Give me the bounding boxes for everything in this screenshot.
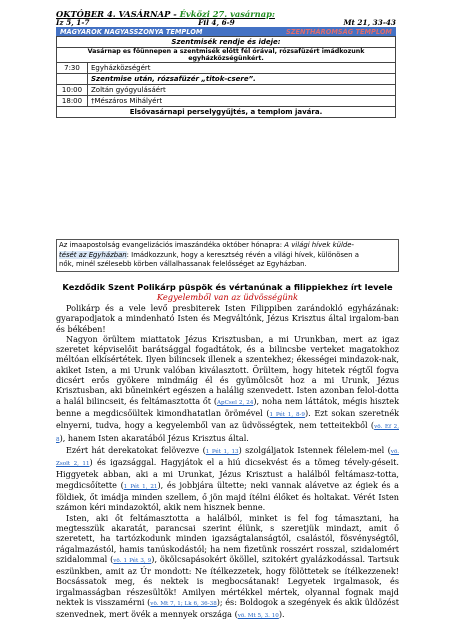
intention-l3: nők, minél szélesebb körben vállalhassanak felelősséget az Egyházban. [59, 260, 307, 269]
article-body [56, 303, 399, 622]
reading-2: Fil 4, 6-9 [198, 18, 235, 27]
prayer-intention-box [56, 239, 399, 272]
p4-text-a: Isten, aki őt feltámasztotta a halálból, minket is fel fog támasztani, ha megtesszük akaratát, parancsai szerint élünk, s szeretjük mindazt, amit ő szeretett, ha tartózkodunk minden igazságtalanságtól, csalástól, fösvénységtől, rágalmazástól, hamis tanúskodástól; ha nem fizetünk rosszért rosszal, szidalomért szidalommal ( [56, 512, 399, 564]
p2-text-a: Nagyon örültem miattatok Jézus Krisztusban, a mi Urunkban, mert az igaz szeretet képviselőit barátsággal fogadtátok, és a bilincsbe verteket magatokhoz méltóan elkísértétek. Ilyen bilincsek illenek a szentekhez; ékességei mindazok-nak, akiket Isten, a mi Urunk valóban kiválasztott. Örültem, hogy hitetek régtől fogva dicsért erős gyökere mindmáig él és gyümölcsöt hoz a mi Urunk, Jézus Krisztusban, aki bűneinkért egészen a halálig szenvedett. Isten azonban felol-dotta a halál bilincseit, és feltámasztotta őt ( [56, 333, 399, 406]
p3-text-b: ) szolgáljatok Istennek félelem-mel ( [238, 444, 391, 455]
table-row [57, 63, 396, 74]
p4-text-d: ). [278, 609, 285, 620]
mass-time [57, 74, 88, 85]
mass-time: 7:30 [57, 63, 88, 74]
p4-text-b: ), ökölcsapásokért ököllel, szitokért gyalázkodással. Tartsuk eszünkben, amit az Úr mondott: Ne ítélkezzetek, hogy fölöttetek se ítélkezzenek! Bocsássatok meg, és nektek is megbocsátanak! Legyetek irgalmasok, és irgalmasságban részesültök! Amilyen mértékkel mértek, olyannal fognak majd nektek is visszamérni ( [56, 553, 399, 608]
schedule-footer: Elsővasárnapi perselygyűjtés, a templom javára. [57, 107, 396, 118]
date-label: OKTÓBER 4. VASÁRNAP [56, 9, 171, 19]
schedule-note: Vasárnap es főünnepen a szentmisék előtt fél órával, rózsafüzért imádkozunk egyházközségünkért. [57, 48, 396, 63]
scripture-ref[interactable]: vö. Mt 5, 3. 10 [237, 613, 279, 620]
week-label: Évközi 27. vasárnap: [179, 9, 275, 19]
mass-intention: Szentmise után, rózsafüzér „titok-csere”. [88, 74, 396, 85]
paragraph-2 [56, 334, 399, 445]
mass-time: 18:00 [57, 96, 88, 107]
church-left: MAGYAROK NAGYASSZONYA TEMPLOM [60, 27, 203, 36]
intention-l2a: tését az Egyházban [59, 250, 127, 259]
article-subtitle: Kegyelemből van az üdvösségünk [156, 292, 299, 302]
p2-text-b: ), noha nem láttátok, mégis hisztek benne a megdicsőültek kimondhatatlan örömével ( [56, 395, 399, 418]
intention-l1b: : [279, 241, 285, 249]
paragraph-3 [56, 445, 399, 513]
table-row [57, 74, 396, 85]
header-separator: - [170, 9, 180, 19]
p2-text-d: ), hanem Isten akaratából Jézus Krisztus által. [59, 432, 249, 443]
mass-intention: Zoltán gyógyulásáért [88, 85, 396, 96]
article-title: Kezdődik Szent Polikárp püspök és vértanúnak a filippiekhez írt levele [62, 282, 393, 292]
scripture-ref[interactable]: vö. 1 Pét 3, 9 [113, 557, 152, 564]
mass-schedule-table [56, 36, 396, 118]
p2-text-c: ). Ezt sokan szeretnék elnyerni, tudva, hogy a kegyelemből van az üdvösségtek, nem tetteitekből ( [56, 407, 400, 431]
p3-text-c: ) és igazsággal. Hagyjátok el a hiú dicsekvést és a tömeg tévely-géseit. Higgyetek abban, aki a mi Urunkat, Jézus Krisztust a halálból feltámasz-totta, megdicsőítette ( [56, 457, 399, 490]
scripture-ref[interactable]: vö. Zsolt 2, 11 [56, 448, 399, 468]
mass-intention: †Mészáros Mihályért [88, 96, 396, 107]
church-bar [56, 27, 396, 36]
intention-l1a: Az imaapostolság evangelizációs imaszándéka október hónapra [59, 241, 280, 249]
scripture-ref[interactable]: 1 Pét 1, 8-9 [269, 411, 305, 418]
p3-text-d: ), és jobbjára ültette; neki vannak alávetve az égiek és a földiek, őt imádja minden szellem, ő jön majd ítélni élőket és holtakat. Vérét Isten számon kéri mindazoktól, akik nem hisznek benne. [56, 479, 400, 513]
reading-1: Iz 5, 1-7 [56, 18, 90, 27]
scripture-ref[interactable]: ApCsel 2, 24 [216, 399, 254, 406]
church-right: SZENTHÁROMSÁG TEMPLOM [285, 27, 392, 36]
table-row [57, 96, 396, 107]
mass-time: 10:00 [57, 85, 88, 96]
paragraph-4 [56, 513, 399, 622]
intention-l1c: A világi hívek külde- [284, 241, 354, 249]
schedule-title: Szentmisék rendje és ideje: [57, 37, 396, 48]
scripture-ref[interactable]: vö. Mt 7, 1; Lk 6, 36-38 [150, 601, 217, 608]
mass-intention: Egyházközségért [88, 63, 396, 74]
reading-3: Mt 21, 33-43 [343, 18, 396, 27]
scripture-ref[interactable]: vö. Ef 2, 8 [56, 424, 399, 443]
readings-row [56, 18, 396, 27]
table-row [57, 85, 396, 96]
p3-text-a: Ezért hát derekatokat felövezve ( [66, 444, 206, 455]
scripture-ref[interactable]: 1 Pét 1, 13 [205, 448, 239, 455]
scripture-ref[interactable]: 1 Pét 1, 21 [123, 483, 158, 490]
p4-text-c: ); és: Boldogok a szegények és akik üldözést szenvednek, mert övék a mennyek országa ( [56, 597, 399, 620]
intention-l2b: : Imádkozzunk, hogy a keresztség révén a világi hívek, különösen a [126, 250, 359, 259]
paragraph-1: Polikárp és a vele levő presbiterek Isten Filippiben zarándokló egyházának: gyarapodjatok a mindenható Isten és Megváltónk, Jézus Krisztus által irgalom-ban és békében! [56, 303, 399, 334]
